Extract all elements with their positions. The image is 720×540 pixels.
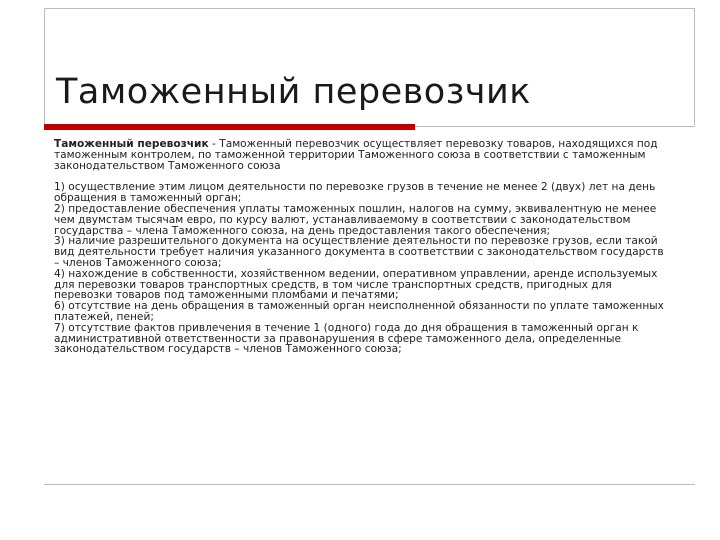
definition-term: Таможенный перевозчик (54, 138, 209, 150)
bottom-divider (44, 484, 695, 485)
condition-item-6: 6) отсутствие на день обращения в таможенный орган неисполненной обязанности по уплате таможенных платежей, пеней; (54, 300, 664, 323)
condition-item-1: 1) осуществление этим лицом деятельности по перевозке грузов в течение не менее 2 (двух) лет на день обращения в таможенный орган; (54, 181, 656, 205)
slide-title: Таможенный перевозчик (56, 72, 531, 112)
title-accent-bar (44, 124, 415, 130)
condition-item-4: 4) нахождение в собственности, хозяйственном ведении, оперативном управлении, аренде используемых для перевозки товаров транспортных средств, в том числе транспортных средств, пригодных для перевозки товаров под таможенными пломбами и печатями; (54, 267, 658, 302)
definition-text: - Таможенный перевозчик осуществляет перевозку товаров, находящихся под таможенным контролем, по таможенной территории Таможенного союза в соответствии с таможенным законодательством Таможенного союза (54, 138, 658, 172)
title-underline (415, 126, 695, 127)
condition-item-2: 2) предоставление обеспечения уплаты таможенных пошлин, налогов на сумму, эквивалентную не менее чем двумстам тысячам евро, по курсу валют, устанавливаемому в соответствии с законодательством государства – члена Таможенного союза, на день предоставления такого обеспечения; (54, 202, 657, 237)
conditions-list (54, 182, 666, 355)
condition-item-7: 7) отсутствие фактов привлечения в течение 1 (одного) года до дня обращения в таможенный орган к административной ответственности за правонарушения в сфере таможенного дела, определенные законодательством государств – членов Таможенного союза; (54, 321, 639, 356)
condition-item-3: 3) наличие разрешительного документа на осуществление деятельности по перевозке грузов, если такой вид деятельности требует наличия указанного документа в соответствии с законодательством государств – членов Таможенного союза; (54, 235, 664, 269)
definition-paragraph (54, 139, 666, 171)
slide-body (54, 139, 666, 355)
